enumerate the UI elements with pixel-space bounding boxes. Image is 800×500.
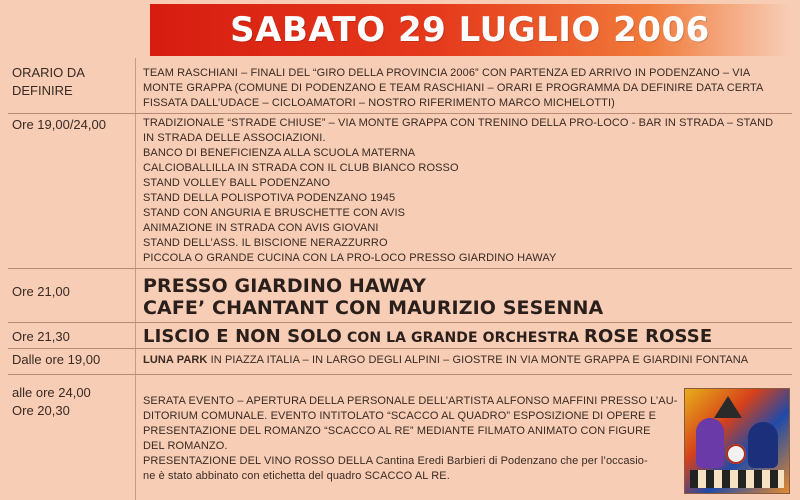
description-line: DITORIUM COMUNALE. EVENTO INTITOLATO “SCACCO AL QUADRO” ESPOSIZIONE DI OPERE E	[143, 410, 657, 422]
description-cell	[143, 326, 783, 349]
description-cell	[143, 116, 783, 266]
description-bold: ROSE ROSSE	[583, 326, 713, 347]
description-line: ANIMAZIONE IN STRADA CON AVIS GIOVANI	[143, 222, 379, 234]
artwork-hat-shape	[714, 396, 742, 418]
schedule-table	[0, 58, 800, 500]
description-line: STAND CON ANGURIA E BRUSCHETTE CON AVIS	[143, 207, 406, 219]
description-line: PRESENTAZIONE DEL ROMANZO “SCACCO AL RE” MEDIANTE FILMATO ANIMATO CON FIGURE	[143, 425, 651, 437]
schedule-row	[0, 114, 800, 268]
description-line: ne è stato abbinato con etichetta del quadro SCACCO AL RE.	[143, 470, 450, 482]
description-cell	[143, 353, 783, 368]
description-line: PICCOLA O GRANDE CUCINA CON LA PRO-LOCO PRESSO GIARDINO HAWAY	[143, 252, 557, 264]
schedule-row	[0, 376, 800, 500]
description-line: STAND DELL’ASS. IL BISCIONE NERAZZURRO	[143, 237, 388, 249]
description-line: DEL ROMANZO.	[143, 440, 228, 452]
header-banner	[150, 4, 790, 56]
description-text: IN PIAZZA ITALIA – IN LARGO DEGLI ALPINI – GIOSTRE IN VIA MONTE GRAPPA E GIARDINI FONTANA	[207, 354, 749, 366]
artwork-image	[684, 388, 790, 494]
description-cell	[143, 66, 783, 111]
time-cell: Dalle ore 19,00	[12, 352, 101, 367]
row-divider	[8, 374, 792, 375]
artwork-figure-right	[748, 422, 778, 468]
description-line: SERATA EVENTO – APERTURA DELLA PERSONALE DELL’ARTISTA ALFONSO MAFFINI PRESSO L’AU-	[143, 395, 678, 407]
description-line: BANCO DI BENEFICIENZA ALLA SCUOLA MATERNA	[143, 147, 416, 159]
time-cell: Ore 19,00/24,00	[12, 117, 106, 132]
time-cell	[12, 384, 132, 420]
description-line: TRADIZIONALE “STRADE CHIUSE” – VIA MONTE GRAPPA CON TRENINO DELLA PRO-LOCO - BAR IN STRADA – STAND	[143, 117, 774, 129]
artwork-chessboard	[690, 470, 784, 488]
page-title: SABATO 29 LUGLIO 2006	[230, 10, 710, 50]
schedule-row	[0, 323, 800, 349]
schedule-row	[0, 269, 800, 321]
description-line: CALCIOBALLILLA IN STRADA CON IL CLUB BIANCO ROSSO	[143, 162, 459, 174]
description-line: PRESSO GIARDINO HAWAY	[143, 275, 426, 297]
artwork-crystal-ball	[726, 444, 746, 464]
description-line: FISSATA DALL’UDACE – CICLOAMATORI – NOSTRO RIFERIMENTO MARCO MICHELOTTI)	[143, 97, 615, 109]
description-line: MONTE GRAPPA (COMUNE DI PODENZANO E TEAM RASCHIANI – ORARI E PROGRAMMA DA DEFINIRE DATA CERTA	[143, 82, 764, 94]
time-cell: ORARIO DA DEFINIRE	[12, 65, 85, 98]
description-line: TEAM RASCHIANI – FINALI DEL “GIRO DELLA PROVINCIA 2006” CON PARTENZA ED ARRIVO IN PODENZANO – VIA	[143, 67, 751, 79]
description-line: STAND DELLA POLISPOTIVA PODENZANO 1945	[143, 192, 396, 204]
description-bold: LUNA PARK	[143, 354, 208, 366]
description-cell	[143, 394, 678, 484]
time-line: Ore 20,30	[12, 403, 70, 418]
description-bold: LISCIO E NON SOLO	[143, 326, 342, 347]
time-line: alle ore 24,00	[12, 385, 91, 400]
time-cell: Ore 21,30	[12, 329, 70, 344]
artwork-figure-left	[696, 418, 724, 468]
description-cell	[143, 275, 783, 319]
schedule-row	[0, 349, 800, 371]
description-line: CAFE’ CHANTANT CON MAURIZIO SESENNA	[143, 297, 604, 319]
description-line: IN STRADA DELLE ASSOCIAZIONI.	[143, 132, 326, 144]
description-text: CON LA GRANDE ORCHESTRA	[341, 330, 584, 346]
description-line: STAND VOLLEY BALL PODENZANO	[143, 177, 331, 189]
schedule-row	[0, 62, 800, 114]
time-cell: Ore 21,00	[12, 284, 70, 299]
description-line: PRESENTAZIONE DEL VINO ROSSO DELLA Cantina Eredi Barbieri di Podenzano che per l’occasio-	[143, 455, 648, 467]
